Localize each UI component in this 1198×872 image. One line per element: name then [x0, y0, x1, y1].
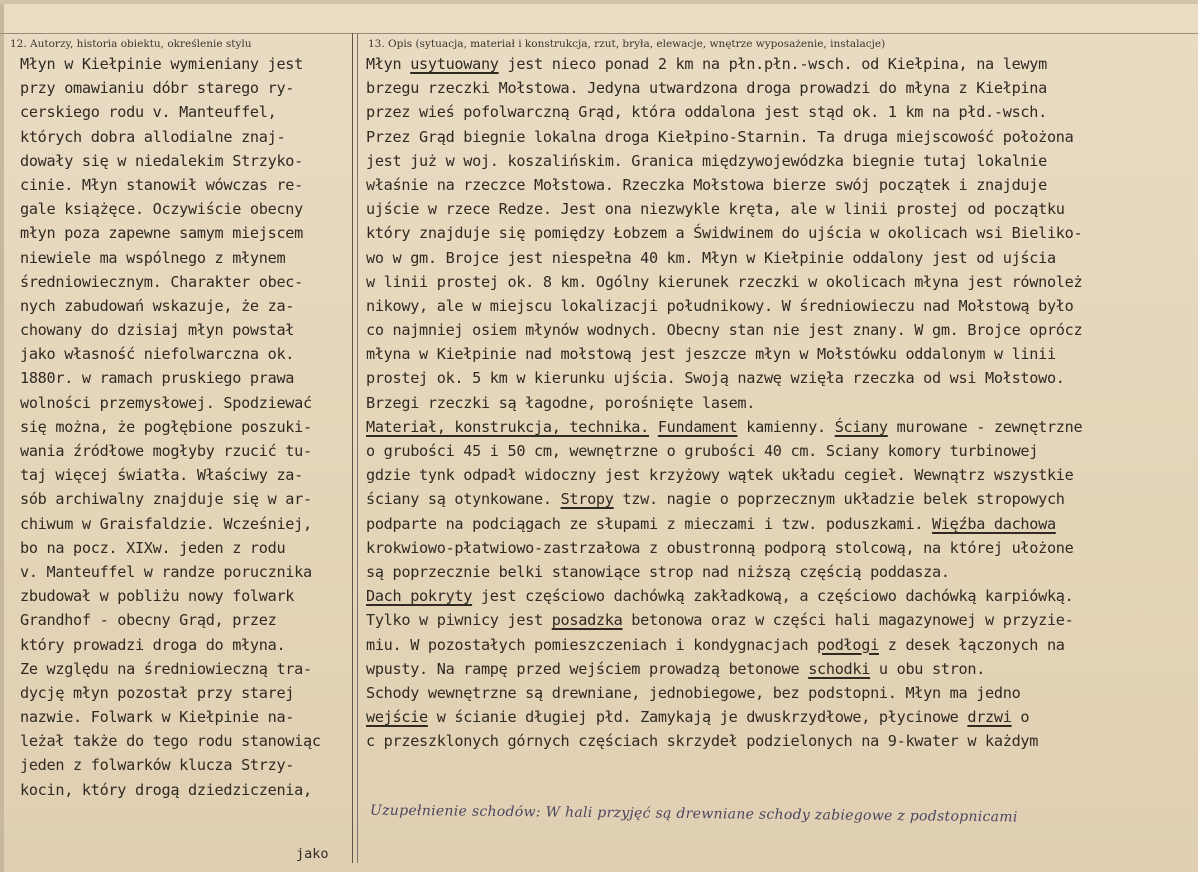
history-line: wania źródłowe mogłyby rzucić tu-: [20, 442, 312, 460]
text-segment: wo w gm. Brojce jest niespełna 40 km. Młyn w Kiełpinie oddalony jest od ujścia: [366, 248, 1056, 267]
description-line: [366, 439, 1196, 463]
history-line: zbudował w pobliżu nowy folwark: [20, 587, 295, 606]
underlined-term: podłogi: [817, 635, 879, 654]
text-segment: Brzegi rzeczki są łagodne, porośnięte lasem.: [366, 393, 756, 412]
description-line: [366, 487, 1196, 511]
text-segment: krokwiowo-płatwiowo-zastrzałowa z obustronną podporą stolcową, na której ułożone: [366, 538, 1074, 557]
underlined-term: Fundament: [657, 417, 738, 436]
text-segment: młyna w Kiełpinie nad mołstową jest jeszcze młyn w Mołstówku oddalonym w linii: [366, 345, 1056, 364]
text-segment: c przeszklonych górnych częściach skrzydeł podzielonych na 9-kwater w każdym: [366, 732, 1039, 751]
description-line: [366, 608, 1196, 632]
history-line: Ze względu na średniowieczną tra-: [20, 659, 312, 678]
history-line: gale książęce. Oczywiście obecny: [20, 200, 303, 219]
underlined-term: drzwi: [967, 708, 1012, 727]
history-line: jako własność niefolwarczna ok.: [20, 345, 295, 364]
description-line: [366, 149, 1196, 173]
underlined-term: Dach pokryty: [366, 587, 473, 606]
text-segment: z desek łączonych na: [878, 635, 1065, 654]
description-line: [366, 536, 1196, 560]
description-line: [366, 246, 1196, 270]
history-line: nych zabudowań wskazuje, że za-: [20, 296, 295, 315]
text-segment: prostej ok. 5 km w kierunku ujścia. Swoją nazwę wzięła rzeczka od wsi Mołstowo.: [366, 369, 1065, 388]
history-line: przy omawianiu dóbr starego ry-: [20, 79, 295, 98]
underlined-term: usytuowany: [410, 55, 499, 73]
history-line: się można, że pogłębione poszuki-: [20, 417, 312, 436]
text-segment: miu. W pozostałych pomieszczeniach i kondygnacjach: [366, 635, 818, 654]
description-line: [366, 391, 1196, 415]
underlined-term: wejście: [366, 708, 428, 727]
description-line: [366, 705, 1196, 729]
history-line: chiwum w Graisfaldzie. Wcześniej,: [20, 514, 312, 533]
continuation-word: jako: [296, 846, 329, 862]
underlined-term: posadzka: [551, 611, 623, 630]
description-line: [366, 633, 1196, 657]
description-line: [366, 463, 1196, 487]
text-segment: murowane - zewnętrzne: [887, 417, 1083, 436]
history-line: dycję młyn pozostał przy starej: [20, 683, 295, 702]
description-line: [366, 197, 1196, 221]
text-segment: w ścianie długiej płd. Zamykają je dwuskrzydłowe, płycinowe: [427, 708, 968, 727]
underlined-term: schodki: [808, 659, 871, 678]
history-line: Grandhof - obecny Grąd, przez: [20, 611, 277, 630]
right-column-header: 13. Opis (sytuacja, materiał i konstrukcja, rzut, bryła, elewacje, wnętrze wyposażenie, instalacje): [368, 38, 886, 50]
description-line: [366, 173, 1196, 197]
text-segment: są poprzecznie belki stanowiące strop nad niższą częścią poddasza.: [366, 562, 950, 581]
history-line: cerskiego rodu v. Manteuffel,: [20, 103, 277, 122]
text-segment: betonowa oraz w części hali magazynowej w przyzie-: [622, 611, 1074, 630]
text-segment: o: [1011, 708, 1030, 727]
history-line: bo na pocz. XIXw. jeden z rodu: [20, 538, 286, 557]
history-line: Młyn w Kiełpinie wymieniany jest: [20, 55, 303, 73]
text-segment: Przez Grąd biegnie lokalna droga Kiełpino-Starnin. Ta druga miejscowość położona: [366, 127, 1074, 146]
text-segment: co najmniej osiem młynów wodnych. Obecny stan nie jest znany. W gm. Brojce oprócz: [366, 321, 1083, 340]
history-line: których dobra allodialne znaj-: [20, 127, 286, 146]
text-segment: u obu stron.: [870, 659, 986, 678]
history-line: jeden z folwarków klucza Strzy-: [20, 756, 295, 775]
text-segment: Młyn: [366, 55, 411, 73]
history-line: 1880r. w ramach pruskiego prawa: [20, 369, 295, 388]
history-line: nazwie. Folwark w Kiełpinie na-: [20, 708, 295, 727]
history-line: średniowiecznym. Charakter obec-: [20, 272, 303, 291]
underlined-term: Więźba dachowa: [932, 514, 1056, 533]
text-segment: w linii prostej ok. 8 km. Ogólny kierunek rzeczki w okolicach młyna jest równoleż: [366, 272, 1083, 291]
text-segment: jest nieco ponad 2 km na płn.płn.-wsch. od Kiełpina, na lewym: [498, 55, 1047, 73]
text-segment: jest częściowo dachówką zakładkową, a częściowo dachówką karpiówką.: [472, 587, 1074, 606]
text-segment: gdzie tynk odpadł widoczny jest krzyżowy wątek układu cegieł. Wewnątrz wszystkie: [366, 466, 1074, 485]
header-rule: [0, 33, 1198, 34]
history-line: taj więcej światła. Właściwy za-: [20, 466, 303, 485]
history-line: młyn poza zapewne samym miejscem: [20, 224, 303, 243]
paper-edge-top: [0, 0, 1198, 4]
text-segment: [649, 418, 658, 436]
text-segment: ściany są otynkowane.: [366, 490, 561, 509]
description-line: [366, 681, 1196, 705]
description-line: [366, 415, 1196, 439]
history-column: [20, 52, 352, 802]
description-line: [366, 584, 1196, 608]
description-line: [366, 76, 1196, 100]
description-line: [366, 560, 1196, 584]
underlined-term: Ściany: [834, 417, 888, 436]
handwritten-note: Uzupełnienie schodów: W hali przyjęć są drewniane schody zabiegowe z podstopnicami: [369, 802, 1018, 826]
history-line: sób archiwalny znajduje się w ar-: [20, 490, 312, 509]
description-line: [366, 318, 1196, 342]
history-line: wolności przemysłowej. Spodziewać: [20, 393, 312, 412]
paper-edge-left: [0, 0, 4, 872]
text-segment: podparte na podciągach ze słupami z mieczami i tzw. poduszkami.: [366, 514, 932, 533]
left-column-header: 12. Autorzy, historia obiektu, określenie stylu: [10, 38, 252, 50]
description-line: [366, 221, 1196, 245]
underlined-term: Materiał, konstrukcja, technika.: [366, 417, 649, 436]
column-divider: [352, 33, 353, 863]
column-divider-inner: [357, 33, 358, 863]
history-line: który prowadzi droga do młyna.: [20, 635, 286, 654]
history-line: chowany do dzisiaj młyn powstał: [20, 321, 295, 340]
description-line: [366, 52, 1196, 76]
description-line: [366, 294, 1196, 318]
text-segment: jest już w woj. koszalińskim. Granica międzywojewódzka biegnie tutaj lokalnie: [366, 151, 1047, 170]
history-line: v. Manteuffel w randze porucznika: [20, 562, 312, 581]
text-segment: przez wieś pofolwarczną Grąd, która oddalona jest stąd ok. 1 km na płd.-wsch.: [366, 103, 1047, 122]
description-line: [366, 100, 1196, 124]
description-column: [366, 52, 1196, 753]
history-line: cinie. Młyn stanowił wówczas re-: [20, 175, 303, 194]
text-segment: Schody wewnętrzne są drewniane, jednobiegowe, bez podstopni. Młyn ma jedno: [366, 683, 1021, 702]
history-line: niewiele ma wspólnego z młynem: [20, 248, 286, 267]
description-line: [366, 512, 1196, 536]
text-segment: tzw. nagie o poprzecznym układzie belek stropowych: [613, 490, 1065, 509]
text-segment: ujście w rzece Redze. Jest ona niezwykle kręta, ale w linii prostej od początku: [366, 200, 1065, 219]
text-segment: o grubości 45 i 50 cm, wewnętrzne o grubości 40 cm. Sciany komory turbinowej: [366, 442, 1039, 460]
description-line: [366, 657, 1196, 681]
history-line: kocin, który drogą dziedziczenia,: [20, 780, 312, 799]
underlined-term: Stropy: [560, 490, 614, 509]
text-segment: brzegu rzeczki Mołstowa. Jedyna utwardzona droga prowadzi do młyna z Kiełpina: [366, 79, 1047, 98]
text-segment: właśnie na rzeczce Mołstowa. Rzeczka Mołstowa bierze swój początek i znajduje: [366, 175, 1047, 194]
description-line: [366, 342, 1196, 366]
text-segment: kamienny.: [737, 417, 835, 436]
text-segment: który znajduje się pomiędzy Łobzem a Świdwinem do ujścia w okolicach wsi Bieliko-: [366, 224, 1083, 243]
text-segment: nikowy, ale w miejscu lokalizacji południkowy. W średniowieczu nad Mołstową było: [366, 296, 1074, 315]
text-segment: wpusty. Na rampę przed wejściem prowadzą betonowe: [366, 659, 809, 678]
history-line: leżał także do tego rodu stanowiąc: [20, 732, 321, 751]
text-segment: Tylko w piwnicy jest: [366, 611, 552, 630]
description-line: [366, 366, 1196, 390]
history-line: dowały się w niedalekim Strzyko-: [20, 151, 303, 170]
description-line: [366, 125, 1196, 149]
description-line: [366, 270, 1196, 294]
description-line: [366, 729, 1196, 753]
